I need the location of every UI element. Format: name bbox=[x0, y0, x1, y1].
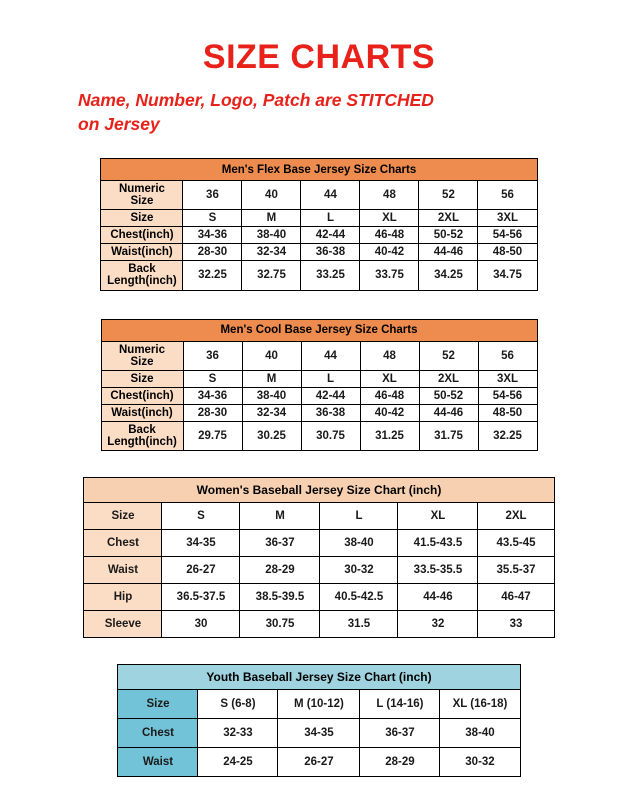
cell: 31.5 bbox=[320, 610, 398, 637]
cell: L (14-16) bbox=[360, 689, 440, 718]
cell: 44-46 bbox=[419, 244, 478, 261]
cell: 24-25 bbox=[198, 747, 278, 776]
cell: XL bbox=[398, 502, 478, 529]
cell: 32 bbox=[398, 610, 478, 637]
cell: 48 bbox=[360, 181, 419, 210]
cell: 44-46 bbox=[398, 583, 478, 610]
cell: 33.25 bbox=[301, 261, 360, 290]
cell: 34.75 bbox=[478, 261, 537, 290]
table-caption: Youth Baseball Jersey Size Chart (inch) bbox=[118, 664, 520, 689]
cell: 52 bbox=[419, 181, 478, 210]
cell: L bbox=[301, 370, 360, 387]
row-label: Size bbox=[118, 689, 198, 718]
cell: 33.75 bbox=[360, 261, 419, 290]
row-label: Numeric Size bbox=[101, 341, 183, 370]
subtitle-line-2: on Jersey bbox=[78, 113, 160, 134]
page-subtitle bbox=[0, 89, 638, 136]
cell: 46-48 bbox=[360, 227, 419, 244]
row-label: Back Length(inch) bbox=[101, 421, 183, 450]
cell: 36 bbox=[183, 341, 242, 370]
cell: 32.25 bbox=[478, 421, 537, 450]
cell: 34-36 bbox=[183, 387, 242, 404]
cell: 30-32 bbox=[320, 556, 398, 583]
cell: 34.25 bbox=[419, 261, 478, 290]
cell: 48-50 bbox=[478, 404, 537, 421]
cell: XL (16-18) bbox=[440, 689, 520, 718]
cell: 36-37 bbox=[240, 529, 320, 556]
cell: 31.75 bbox=[419, 421, 478, 450]
cell: 26-27 bbox=[162, 556, 240, 583]
cell: 36-37 bbox=[360, 718, 440, 747]
cell: 40-42 bbox=[360, 244, 419, 261]
cell: 43.5-45 bbox=[478, 529, 554, 556]
cell: 38.5-39.5 bbox=[240, 583, 320, 610]
cell: 42-44 bbox=[301, 227, 360, 244]
cell: 50-52 bbox=[419, 227, 478, 244]
cell: 32-34 bbox=[242, 404, 301, 421]
cell: 28-30 bbox=[183, 404, 242, 421]
cell: 38-40 bbox=[242, 227, 301, 244]
cell: S bbox=[162, 502, 240, 529]
cell: 50-52 bbox=[419, 387, 478, 404]
cell: 34-35 bbox=[162, 529, 240, 556]
cell: 30 bbox=[162, 610, 240, 637]
table-caption: Men's Flex Base Jersey Size Charts bbox=[101, 159, 537, 181]
cell: 56 bbox=[478, 181, 537, 210]
cell: 44 bbox=[301, 341, 360, 370]
cell: 36-38 bbox=[301, 404, 360, 421]
cell: 54-56 bbox=[478, 387, 537, 404]
cell: 30.75 bbox=[240, 610, 320, 637]
cell: 41.5-43.5 bbox=[398, 529, 478, 556]
cell: 38-40 bbox=[320, 529, 398, 556]
row-label: Size bbox=[101, 370, 183, 387]
cell: XL bbox=[360, 210, 419, 227]
cell: 38-40 bbox=[440, 718, 520, 747]
cell: 48 bbox=[360, 341, 419, 370]
cell: 26-27 bbox=[278, 747, 360, 776]
cell: 29.75 bbox=[183, 421, 242, 450]
cell: 2XL bbox=[419, 370, 478, 387]
row-label: Size bbox=[84, 502, 162, 529]
cell: 28-29 bbox=[360, 747, 440, 776]
row-label: Waist(inch) bbox=[101, 244, 183, 261]
cell: 46-47 bbox=[478, 583, 554, 610]
cell: M bbox=[240, 502, 320, 529]
row-label: Size bbox=[101, 210, 183, 227]
size-chart-page bbox=[0, 38, 638, 788]
cell: 36-38 bbox=[301, 244, 360, 261]
cell: 54-56 bbox=[478, 227, 537, 244]
row-label: Chest bbox=[84, 529, 162, 556]
cell: 52 bbox=[419, 341, 478, 370]
cell: 34-36 bbox=[183, 227, 242, 244]
row-label: Back Length(inch) bbox=[101, 261, 183, 290]
table-womens-baseball bbox=[83, 477, 554, 638]
cell: 36 bbox=[183, 181, 242, 210]
cell: 32.75 bbox=[242, 261, 301, 290]
cell: L bbox=[320, 502, 398, 529]
cell: 33 bbox=[478, 610, 554, 637]
cell: 33.5-35.5 bbox=[398, 556, 478, 583]
row-label: Sleeve bbox=[84, 610, 162, 637]
cell: L bbox=[301, 210, 360, 227]
subtitle-line-1: Name, Number, Logo, Patch are STITCHED bbox=[78, 90, 434, 110]
row-label: Chest(inch) bbox=[101, 227, 183, 244]
cell: S (6-8) bbox=[198, 689, 278, 718]
cell: 38-40 bbox=[242, 387, 301, 404]
cell: 32.25 bbox=[183, 261, 242, 290]
row-label: Numeric Size bbox=[101, 181, 183, 210]
cell: 31.25 bbox=[360, 421, 419, 450]
cell: M (10-12) bbox=[278, 689, 360, 718]
cell: 28-29 bbox=[240, 556, 320, 583]
row-label: Waist bbox=[84, 556, 162, 583]
page-title: SIZE CHARTS bbox=[202, 38, 436, 76]
table-caption: Men's Cool Base Jersey Size Charts bbox=[101, 319, 537, 341]
cell: 44 bbox=[301, 181, 360, 210]
row-label: Chest bbox=[118, 718, 198, 747]
cell: 30-32 bbox=[440, 747, 520, 776]
cell: 32-34 bbox=[242, 244, 301, 261]
cell: 40-42 bbox=[360, 404, 419, 421]
cell: 3XL bbox=[478, 210, 537, 227]
cell: 2XL bbox=[419, 210, 478, 227]
cell: S bbox=[183, 210, 242, 227]
cell: 56 bbox=[478, 341, 537, 370]
cell: M bbox=[242, 370, 301, 387]
row-label: Hip bbox=[84, 583, 162, 610]
cell: 3XL bbox=[478, 370, 537, 387]
cell: 35.5-37 bbox=[478, 556, 554, 583]
cell: 44-46 bbox=[419, 404, 478, 421]
cell: 34-35 bbox=[278, 718, 360, 747]
cell: M bbox=[242, 210, 301, 227]
cell: 40.5-42.5 bbox=[320, 583, 398, 610]
cell: 30.25 bbox=[242, 421, 301, 450]
cell: 46-48 bbox=[360, 387, 419, 404]
cell: 40 bbox=[242, 181, 301, 210]
cell: 40 bbox=[242, 341, 301, 370]
cell: 36.5-37.5 bbox=[162, 583, 240, 610]
table-caption: Women's Baseball Jersey Size Chart (inch) bbox=[84, 477, 554, 502]
cell: 42-44 bbox=[301, 387, 360, 404]
cell: S bbox=[183, 370, 242, 387]
row-label: Waist bbox=[118, 747, 198, 776]
cell: 28-30 bbox=[183, 244, 242, 261]
cell: 30.75 bbox=[301, 421, 360, 450]
cell: 32-33 bbox=[198, 718, 278, 747]
table-mens-cool-base bbox=[101, 319, 538, 451]
row-label: Waist(inch) bbox=[101, 404, 183, 421]
cell: 48-50 bbox=[478, 244, 537, 261]
cell: XL bbox=[360, 370, 419, 387]
table-mens-flex-base bbox=[100, 158, 537, 290]
cell: 2XL bbox=[478, 502, 554, 529]
table-youth-baseball bbox=[117, 664, 520, 777]
row-label: Chest(inch) bbox=[101, 387, 183, 404]
